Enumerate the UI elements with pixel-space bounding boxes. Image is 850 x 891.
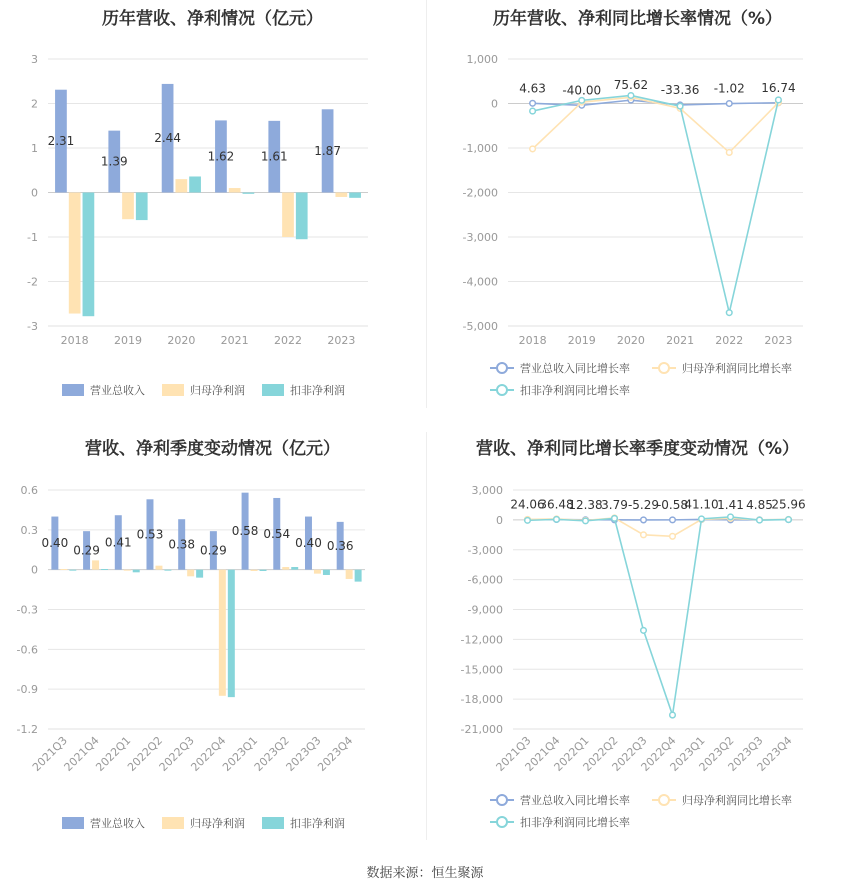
data-label: 2.44: [154, 131, 181, 146]
data-label: 0.58: [231, 524, 259, 539]
bar-归母净利润: [282, 567, 289, 570]
x-tick-label: 2023Q4: [315, 733, 356, 774]
legend-swatch: [62, 384, 84, 396]
point-扣非净利润同比增长率: [641, 628, 647, 634]
chart-title: 营收、净利季度变动情况（亿元）: [85, 439, 340, 459]
x-tick-label: 2022Q3: [609, 733, 650, 774]
y-tick-label: 0: [31, 186, 38, 200]
y-tick-label: -9,000: [467, 603, 503, 617]
point-扣非净利润同比增长率: [554, 517, 560, 523]
x-tick-label: 2023: [327, 334, 356, 347]
bar-扣非净利润: [83, 193, 95, 317]
point-营业总收入同比增长率: [530, 100, 536, 106]
y-tick-label: 1,000: [466, 53, 498, 66]
point-扣非净利润同比增长率: [776, 97, 782, 103]
quarterly-values-chart: [0, 430, 425, 850]
y-tick-label: -5,000: [462, 320, 498, 333]
bar-归母净利润: [124, 570, 131, 571]
data-label: 24.06: [510, 497, 545, 512]
y-tick-label: -1.2: [16, 723, 38, 736]
data-label: 1.87: [314, 143, 341, 158]
bar-扣非净利润: [296, 193, 308, 240]
point-归母净利润同比增长率: [641, 532, 647, 538]
point-扣非净利润同比增长率: [525, 518, 531, 524]
point-扣非净利润同比增长率: [670, 712, 676, 718]
bar-归母净利润: [175, 179, 187, 192]
data-label: 0.41: [104, 535, 132, 550]
point-扣非净利润同比增长率: [699, 516, 705, 522]
y-tick-label: 0.6: [20, 484, 38, 497]
bar-归母净利润: [346, 570, 353, 579]
bar-扣非净利润: [323, 570, 330, 575]
y-tick-label: 1: [31, 142, 38, 155]
series-line-扣非净利润同比增长率: [528, 517, 789, 715]
legend-swatch-marker: [497, 363, 507, 373]
legend-label: 归母净利润: [190, 384, 245, 397]
data-label: 1.62: [207, 149, 235, 164]
x-tick-label: 2019: [567, 334, 596, 347]
series-line-扣非净利润同比增长率: [533, 95, 779, 312]
legend-label: 归母净利润同比增长率: [682, 794, 792, 807]
y-tick-label: -1: [27, 231, 38, 244]
x-tick-label: 2021: [220, 334, 249, 347]
chart-title: 营收、净利同比增长率季度变动情况（%）: [475, 439, 800, 459]
y-tick-label: 0: [31, 563, 38, 577]
bar-扣非净利润: [164, 570, 171, 571]
bar-扣非净利润: [243, 193, 255, 194]
x-tick-label: 2023Q3: [725, 733, 766, 774]
point-扣非净利润同比增长率: [612, 516, 618, 522]
bar-扣非净利润: [133, 570, 140, 573]
y-tick-label: -0.6: [16, 643, 38, 657]
point-扣非净利润同比增长率: [579, 98, 585, 104]
data-label: -5.29: [627, 497, 660, 512]
x-tick-label: 2022: [715, 334, 744, 347]
legend-label: 扣非净利润: [290, 384, 345, 397]
bar-归母净利润: [187, 570, 194, 577]
x-tick-label: 2020: [167, 334, 196, 347]
legend-label: 扣非净利润同比增长率: [520, 816, 630, 829]
x-tick-label: 2022Q1: [93, 733, 134, 774]
x-tick-label: 2023: [764, 334, 793, 347]
y-tick-label: -3,000: [462, 231, 498, 244]
x-tick-label: 2020: [616, 334, 645, 347]
data-label: 3.79: [601, 497, 628, 512]
chart-panel-annual-values: [0, 0, 425, 430]
legend-swatch-marker: [497, 817, 507, 827]
y-tick-label: 0: [491, 97, 498, 111]
data-label: 41.10: [684, 497, 719, 512]
chart-panel-quarterly-growth: [425, 430, 850, 860]
data-label: 0.29: [200, 543, 227, 558]
y-tick-label: -3: [27, 320, 38, 333]
legend-swatch-marker: [497, 385, 507, 395]
data-label: -33.36: [660, 82, 700, 97]
bar-归母净利润: [92, 560, 99, 569]
y-tick-label: -4,000: [462, 275, 498, 289]
bar-扣非净利润: [291, 567, 298, 570]
legend-swatch-marker: [497, 795, 507, 805]
point-营业总收入同比增长率: [641, 517, 647, 523]
quarterly-growth-chart: [425, 430, 850, 850]
data-label: 12.38: [568, 497, 603, 512]
point-扣非净利润同比增长率: [728, 514, 734, 520]
y-tick-label: -6,000: [467, 573, 503, 587]
bar-扣非净利润: [228, 570, 235, 697]
x-tick-label: 2021Q3: [29, 733, 70, 774]
data-label: 4.63: [519, 81, 546, 96]
chart-panel-annual-growth: [425, 0, 850, 430]
bar-归母净利润: [155, 566, 162, 570]
point-扣非净利润同比增长率: [530, 108, 536, 114]
bar-扣非净利润: [260, 570, 267, 571]
legend-label: 营业总收入: [90, 817, 145, 830]
y-tick-label: 0.3: [20, 523, 38, 537]
point-归母净利润同比增长率: [530, 146, 536, 152]
data-label: 0.40: [295, 536, 322, 551]
data-label: -40.00: [562, 83, 602, 98]
bar-扣非净利润: [189, 176, 201, 192]
legend-swatch-marker: [659, 363, 669, 373]
legend-label: 扣非净利润同比增长率: [520, 384, 630, 397]
y-tick-label: -21,000: [460, 723, 503, 736]
point-扣非净利润同比增长率: [628, 93, 634, 99]
legend-label: 营业总收入: [90, 384, 145, 397]
y-tick-label: -15,000: [460, 663, 503, 677]
point-扣非净利润同比增长率: [677, 103, 683, 109]
data-label: 75.62: [613, 78, 649, 93]
bar-扣非净利润: [136, 193, 148, 221]
bar-归母净利润: [60, 569, 67, 570]
y-tick-label: -2,000: [462, 186, 498, 200]
legend-label: 扣非净利润: [290, 817, 345, 830]
data-label: 4.85: [746, 497, 773, 512]
data-source-note: 数据来源：恒生聚源: [366, 866, 484, 881]
y-tick-label: 0: [496, 513, 503, 527]
bar-归母净利润: [335, 193, 347, 197]
legend-label: 归母净利润: [190, 817, 245, 830]
bar-归母净利润: [251, 570, 258, 571]
x-tick-label: 2023Q1: [667, 733, 708, 774]
point-营业总收入同比增长率: [670, 517, 676, 523]
legend-swatch: [262, 817, 284, 829]
x-tick-label: 2023Q4: [754, 733, 795, 774]
data-label: 0.36: [326, 538, 354, 553]
x-tick-label: 2021Q4: [522, 733, 563, 774]
legend-swatch: [162, 817, 184, 829]
chart-title: 历年营收、净利情况（亿元）: [102, 9, 323, 29]
bar-归母净利润: [314, 570, 321, 574]
legend-swatch: [62, 817, 84, 829]
x-tick-label: 2021: [666, 334, 695, 347]
data-label: 0.29: [73, 543, 100, 558]
x-tick-label: 2021Q4: [61, 733, 102, 774]
x-tick-label: 2023Q1: [220, 733, 261, 774]
data-label: 0.54: [263, 526, 291, 541]
x-tick-label: 2019: [114, 334, 142, 347]
bar-扣非净利润: [101, 569, 108, 570]
annual-values-chart: [0, 0, 425, 410]
y-tick-label: -2: [27, 275, 38, 289]
data-label: -1.02: [713, 81, 745, 96]
legend-swatch: [262, 384, 284, 396]
legend-label: 营业总收入同比增长率: [520, 362, 630, 375]
chart-panel-quarterly-values: [0, 430, 425, 860]
annual-growth-chart: [425, 0, 850, 410]
x-tick-label: 2022Q4: [188, 733, 229, 774]
bar-归母净利润: [122, 193, 134, 220]
data-label: 25.96: [771, 497, 806, 512]
x-tick-label: 2023Q3: [283, 733, 324, 774]
x-tick-label: 2018: [518, 334, 547, 347]
point-扣非净利润同比增长率: [786, 517, 792, 523]
bar-扣非净利润: [196, 570, 203, 578]
data-label: 0.40: [41, 536, 69, 551]
bar-扣非净利润: [349, 193, 361, 198]
x-tick-label: 2022: [274, 334, 302, 347]
point-扣非净利润同比增长率: [757, 517, 763, 523]
x-tick-label: 2022Q3: [156, 733, 197, 774]
point-营业总收入同比增长率: [726, 101, 732, 107]
y-tick-label: -1,000: [462, 142, 498, 155]
legend-swatch-marker: [659, 795, 669, 805]
data-label: 1.61: [260, 149, 288, 164]
y-tick-label: -0.9: [16, 683, 38, 697]
bar-归母净利润: [229, 188, 241, 192]
chart-title: 历年营收、净利同比增长率情况（%）: [492, 9, 783, 29]
point-归母净利润同比增长率: [726, 150, 732, 156]
legend-label: 归母净利润同比增长率: [682, 362, 792, 375]
y-tick-label: -12,000: [460, 633, 503, 647]
y-tick-label: 3: [31, 53, 38, 66]
legend-label: 营业总收入同比增长率: [520, 794, 630, 807]
bar-归母净利润: [219, 570, 226, 696]
point-扣非净利润同比增长率: [726, 310, 732, 316]
x-tick-label: 2022Q1: [551, 733, 592, 774]
data-label: 1.41: [717, 497, 744, 512]
x-tick-label: 2021Q3: [493, 733, 534, 774]
x-tick-label: 2022Q2: [125, 733, 166, 774]
bar-归母净利润: [69, 193, 81, 314]
data-label: 0.53: [136, 527, 164, 542]
data-label: -0.58: [656, 497, 689, 512]
x-tick-label: 2022Q2: [580, 733, 621, 774]
data-label: 36.48: [539, 497, 574, 512]
point-扣非净利润同比增长率: [583, 518, 589, 524]
data-label: 0.38: [168, 537, 196, 552]
x-tick-label: 2022Q4: [638, 733, 679, 774]
x-tick-label: 2023Q2: [251, 733, 292, 774]
data-label: 2.31: [47, 134, 75, 149]
y-tick-label: 2: [31, 97, 38, 111]
bar-扣非净利润: [69, 570, 76, 571]
legend-swatch: [162, 384, 184, 396]
data-label: 16.74: [761, 80, 796, 95]
y-tick-label: -0.3: [16, 603, 38, 617]
bar-归母净利润: [282, 193, 294, 238]
y-tick-label: -3,000: [467, 543, 503, 557]
y-tick-label: -18,000: [460, 693, 503, 707]
point-归母净利润同比增长率: [670, 534, 676, 540]
y-tick-label: 3,000: [471, 484, 503, 497]
x-tick-label: 2018: [60, 334, 89, 347]
data-label: 1.39: [100, 154, 128, 169]
x-tick-label: 2023Q2: [696, 733, 737, 774]
bar-扣非净利润: [355, 570, 362, 582]
